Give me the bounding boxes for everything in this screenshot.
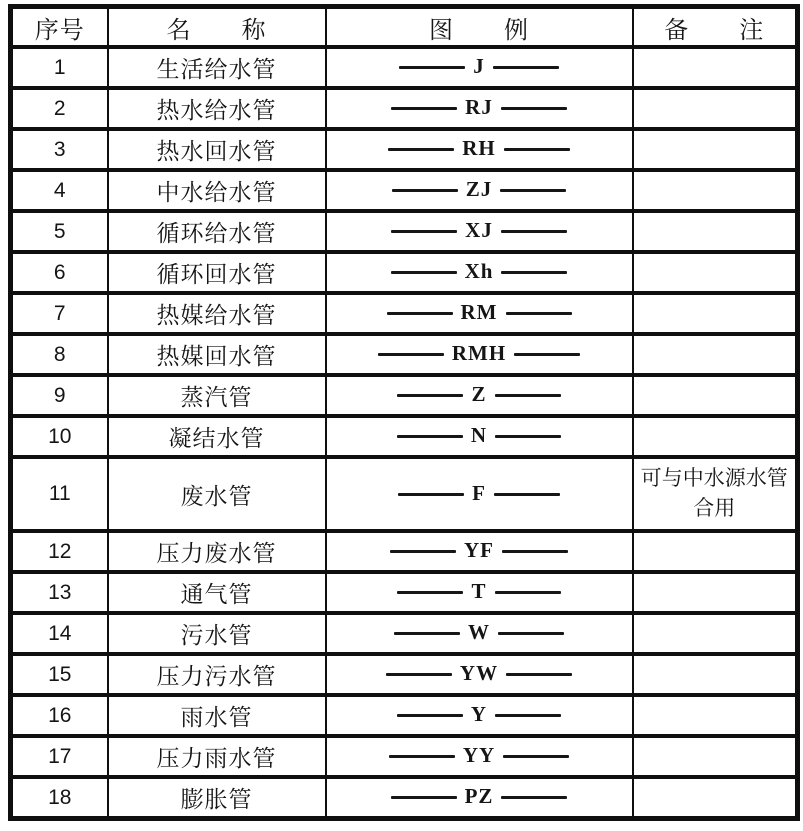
- remark-cell: [633, 170, 798, 211]
- pipe-symbol-label: YY: [462, 743, 496, 767]
- table-row: [11, 457, 798, 531]
- pipe-symbol-label: J: [473, 54, 485, 78]
- header-num: 序号: [11, 7, 108, 48]
- table-row: [11, 613, 798, 654]
- table-row: [11, 211, 798, 252]
- pipe-line-right: [495, 394, 561, 397]
- pipe-symbol-label: T: [471, 579, 487, 603]
- pipe-name: 蒸汽管: [108, 375, 326, 416]
- pipe-name: 压力废水管: [108, 531, 326, 572]
- pipe-line-right: [503, 755, 569, 758]
- pipe-name: 凝结水管: [108, 416, 326, 457]
- pipe-line-right: [494, 493, 560, 496]
- pipe-name: 污水管: [108, 613, 326, 654]
- pipe-line-left: [389, 755, 455, 758]
- pipe-symbol-label: RH: [462, 136, 496, 160]
- pipe-line-left: [397, 435, 463, 438]
- table-row: [11, 572, 798, 613]
- remark-cell: [633, 334, 798, 375]
- legend-cell: [326, 293, 633, 334]
- pipe-symbol-label: ZJ: [465, 177, 493, 201]
- header-remark: 备 注: [633, 7, 798, 48]
- pipe-symbol-graphic: [327, 136, 632, 160]
- table-row: [11, 375, 798, 416]
- row-num: 3: [11, 129, 108, 170]
- pipe-line-right: [514, 353, 580, 356]
- pipe-symbol-label: YW: [459, 661, 499, 685]
- remark-cell: [633, 252, 798, 293]
- row-num: 8: [11, 334, 108, 375]
- pipe-symbol-graphic: [327, 218, 632, 242]
- pipe-line-right: [493, 66, 559, 69]
- row-num: 13: [11, 572, 108, 613]
- table-row: [11, 88, 798, 129]
- pipe-line-left: [391, 796, 457, 799]
- table-row: [11, 170, 798, 211]
- row-num: 15: [11, 654, 108, 695]
- row-num: 12: [11, 531, 108, 572]
- table-row: [11, 252, 798, 293]
- pipe-symbol-graphic: [327, 702, 632, 726]
- remark-cell: [633, 777, 798, 819]
- pipe-symbol-label: N: [470, 423, 488, 447]
- pipe-name: 压力污水管: [108, 654, 326, 695]
- pipe-symbol-graphic: [327, 300, 632, 324]
- remark-cell: [633, 293, 798, 334]
- table-row: [11, 334, 798, 375]
- pipe-line-right: [498, 632, 564, 635]
- pipe-name: 通气管: [108, 572, 326, 613]
- pipe-line-left: [399, 66, 465, 69]
- remark-cell: [633, 613, 798, 654]
- pipe-line-left: [378, 353, 444, 356]
- table-row: [11, 293, 798, 334]
- pipe-line-left: [391, 107, 457, 110]
- legend-cell: [326, 736, 633, 777]
- pipe-line-left: [397, 394, 463, 397]
- row-num: 5: [11, 211, 108, 252]
- pipe-symbol-label: PZ: [464, 784, 494, 808]
- legend-cell: [326, 88, 633, 129]
- pipe-line-left: [387, 312, 453, 315]
- pipe-line-right: [495, 714, 561, 717]
- pipe-name: 废水管: [108, 457, 326, 531]
- pipe-name: 生活给水管: [108, 47, 326, 88]
- legend-cell: [326, 170, 633, 211]
- pipe-symbol-graphic: [327, 538, 632, 562]
- row-num: 11: [11, 457, 108, 531]
- row-num: 7: [11, 293, 108, 334]
- pipe-symbol-graphic: [327, 743, 632, 767]
- table-row: [11, 777, 798, 819]
- pipe-line-right: [495, 591, 561, 594]
- remark-cell: [633, 695, 798, 736]
- legend-cell: [326, 572, 633, 613]
- pipe-line-left: [394, 632, 460, 635]
- remark-cell: [633, 654, 798, 695]
- legend-cell: [326, 252, 633, 293]
- pipe-name: 热媒回水管: [108, 334, 326, 375]
- legend-cell: [326, 47, 633, 88]
- pipe-line-right: [501, 230, 567, 233]
- row-num: 10: [11, 416, 108, 457]
- pipe-symbol-graphic: [327, 423, 632, 447]
- pipe-symbol-graphic: [327, 95, 632, 119]
- pipe-line-right: [495, 435, 561, 438]
- row-num: 2: [11, 88, 108, 129]
- remark-cell: [633, 88, 798, 129]
- row-num: 18: [11, 777, 108, 819]
- pipe-symbol-graphic: [327, 259, 632, 283]
- row-num: 16: [11, 695, 108, 736]
- pipe-line-left: [397, 591, 463, 594]
- pipe-symbol-graphic: [327, 579, 632, 603]
- pipe-line-right: [501, 271, 567, 274]
- pipe-line-right: [506, 312, 572, 315]
- row-num: 6: [11, 252, 108, 293]
- pipe-line-left: [388, 148, 454, 151]
- pipe-name: 热媒给水管: [108, 293, 326, 334]
- legend-cell: [326, 416, 633, 457]
- table-row: [11, 531, 798, 572]
- pipe-symbol-label: W: [468, 620, 490, 644]
- pipe-symbol-label: RM: [460, 300, 498, 324]
- pipe-line-right: [501, 796, 567, 799]
- pipe-symbol-label: XJ: [465, 218, 493, 242]
- row-num: 14: [11, 613, 108, 654]
- pipe-symbol-label: Xh: [464, 259, 494, 283]
- legend-cell: [326, 777, 633, 819]
- remark-cell: [633, 736, 798, 777]
- pipe-line-left: [391, 230, 457, 233]
- pipe-name: 热水给水管: [108, 88, 326, 129]
- table-row: [11, 47, 798, 88]
- pipe-line-right: [502, 550, 568, 553]
- pipe-name: 膨胀管: [108, 777, 326, 819]
- pipe-legend-table: [8, 4, 800, 821]
- remark-cell: 可与中水源水管合用: [633, 457, 798, 531]
- header-name: 名 称: [108, 7, 326, 48]
- pipe-symbol-label: RMH: [451, 341, 507, 365]
- table-row: [11, 695, 798, 736]
- table-row: [11, 416, 798, 457]
- pipe-name: 热水回水管: [108, 129, 326, 170]
- pipe-symbol-graphic: [327, 341, 632, 365]
- remark-cell: [633, 47, 798, 88]
- table-row: [11, 129, 798, 170]
- pipe-symbol-graphic: [327, 480, 632, 505]
- pipe-line-right: [501, 107, 567, 110]
- row-num: 4: [11, 170, 108, 211]
- legend-cell: [326, 375, 633, 416]
- pipe-name: 压力雨水管: [108, 736, 326, 777]
- pipe-line-left: [397, 714, 463, 717]
- pipe-symbol-label: RJ: [465, 95, 493, 119]
- row-num: 9: [11, 375, 108, 416]
- pipe-symbol-graphic: [327, 54, 632, 78]
- pipe-name: 循环回水管: [108, 252, 326, 293]
- pipe-line-left: [390, 550, 456, 553]
- remark-cell: [633, 211, 798, 252]
- legend-cell: [326, 457, 633, 531]
- row-num: 17: [11, 736, 108, 777]
- pipe-line-right: [500, 189, 566, 192]
- pipe-symbol-label: Y: [470, 702, 488, 726]
- remark-cell: [633, 375, 798, 416]
- pipe-symbol-label: F: [472, 480, 486, 505]
- pipe-name: 雨水管: [108, 695, 326, 736]
- pipe-line-right: [504, 148, 570, 151]
- pipe-name: 循环给水管: [108, 211, 326, 252]
- remark-cell: [633, 531, 798, 572]
- table-row: [11, 736, 798, 777]
- pipe-symbol-label: Z: [471, 382, 487, 406]
- legend-cell: [326, 531, 633, 572]
- remark-cell: [633, 129, 798, 170]
- pipe-symbol-graphic: [327, 784, 632, 808]
- pipe-line-left: [392, 189, 458, 192]
- pipe-line-left: [391, 271, 457, 274]
- remark-cell: [633, 572, 798, 613]
- pipe-symbol-graphic: [327, 661, 632, 685]
- pipe-line-left: [386, 673, 452, 676]
- pipe-line-right: [506, 673, 572, 676]
- pipe-symbol-graphic: [327, 620, 632, 644]
- header-symbol: 图 例: [326, 7, 633, 48]
- pipe-symbol-graphic: [327, 382, 632, 406]
- legend-cell: [326, 654, 633, 695]
- pipe-line-left: [398, 493, 464, 496]
- legend-cell: [326, 129, 633, 170]
- pipe-symbol-label: YF: [464, 538, 494, 562]
- legend-cell: [326, 211, 633, 252]
- legend-cell: [326, 334, 633, 375]
- pipe-symbol-graphic: [327, 177, 632, 201]
- legend-cell: [326, 695, 633, 736]
- table-header-row: [11, 7, 798, 48]
- row-num: 1: [11, 47, 108, 88]
- table-row: [11, 654, 798, 695]
- remark-cell: [633, 416, 798, 457]
- pipe-name: 中水给水管: [108, 170, 326, 211]
- legend-cell: [326, 613, 633, 654]
